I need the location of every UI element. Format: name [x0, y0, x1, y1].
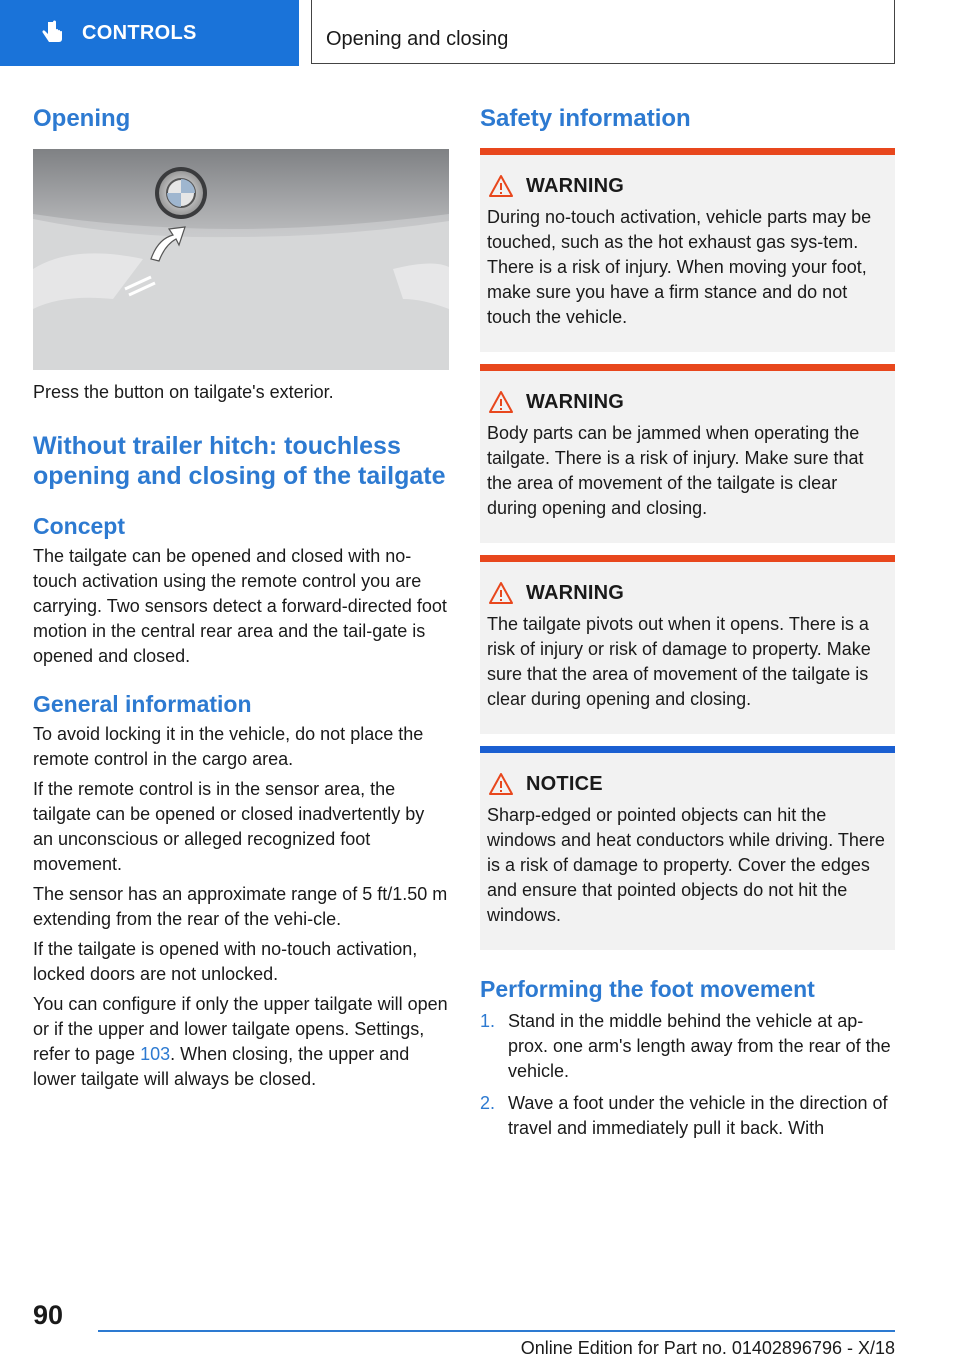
- warning-triangle-icon: [488, 174, 514, 198]
- warning-text: Body parts can be jammed when operating the tailgate. There is a risk of injury. Make sure that the area of movement of the tailgate is clear during opening and closing.: [487, 423, 864, 518]
- list-item: [480, 1091, 895, 1141]
- right-column: [480, 100, 895, 1141]
- list-number: 1.: [480, 1011, 496, 1031]
- warning-bar: [480, 364, 895, 371]
- warning-bar: [480, 555, 895, 562]
- warning-box: [480, 364, 895, 543]
- warning-header: [480, 387, 895, 417]
- notice-text: Sharp-edged or pointed objects can hit the windows and heat conductors while driving. There is a risk of damage to property. Cover the edges and ensure that pointed objects do not hit the windows.: [487, 805, 885, 925]
- warning-label: WARNING: [526, 390, 625, 413]
- safety-heading: Safety information: [480, 105, 691, 132]
- notice-box: [480, 746, 895, 950]
- warning-header: [480, 578, 895, 608]
- general-paragraph-4: If the tailgate is opened with no-touch activation, locked doors are not unlocked.: [33, 939, 418, 984]
- warning-triangle-icon: [488, 772, 514, 796]
- warning-bar: [480, 148, 895, 155]
- opening-heading: Opening: [33, 105, 131, 132]
- general-paragraph-5-end: . When closing, the upper and lower tailgate will always be closed.: [33, 1044, 410, 1089]
- warning-text: During no-touch activation, vehicle parts may be touched, such as the hot exhaust gas sys-tem. There is a risk of injury. When moving your foot, make sure you have a firm stance and do not touch the vehicle.: [487, 207, 872, 327]
- page-reference-link[interactable]: 103: [140, 1044, 171, 1064]
- chapter-title-box: [311, 0, 895, 64]
- concept-text: The tailgate can be opened and closed with no-touch activation using the remote control you are carrying. Two sensors detect a forward-directed foot motion in the central rear area and the tail-gate is opened and closed.: [33, 546, 447, 666]
- warning-text: The tailgate pivots out when it opens. There is a risk of injury or risk of damage to property. Make sure that the area of movement of the tailgate is clear during opening and closing.: [487, 614, 871, 709]
- foot-movement-heading: Performing the foot movement: [480, 976, 815, 1002]
- list-number: 2.: [480, 1093, 496, 1113]
- warning-triangle-icon: [488, 390, 514, 414]
- warning-label: WARNING: [526, 174, 625, 197]
- list-text: Wave a foot under the vehicle in the direction of travel and immediately pull it back. With: [508, 1093, 888, 1138]
- warning-box: [480, 148, 895, 352]
- notice-bar: [480, 746, 895, 753]
- warning-box: [480, 555, 895, 734]
- list-text: Stand in the middle behind the vehicle at ap-prox. one arm's length away from the rear of the vehicle.: [508, 1011, 891, 1081]
- left-column: [33, 100, 449, 1092]
- general-paragraph-5-start: You can configure if only the upper tailgate will open or if the upper and lower tailgate opens. Settings, refer to page: [33, 994, 448, 1064]
- section-tab[interactable]: [0, 0, 299, 66]
- section-label: CONTROLS: [82, 21, 197, 44]
- notice-label: NOTICE: [526, 772, 603, 795]
- general-paragraph-5: [33, 992, 449, 1092]
- warning-header: [480, 171, 895, 201]
- opening-caption: Press the button on tailgate's exterior.: [33, 382, 334, 402]
- general-paragraph-2: If the remote control is in the sensor area, the tailgate can be opened or closed inadvertently by an unconscious or alleged recognized foot movement.: [33, 779, 425, 874]
- tailgate-illustration-svg: [33, 149, 449, 370]
- notice-header: [480, 769, 895, 799]
- general-paragraph-3: The sensor has an approximate range of 5 ft/1.50 m extending from the rear of the vehi-cle.: [33, 884, 448, 929]
- general-heading: General information: [33, 691, 252, 717]
- page-number: 90: [33, 1300, 64, 1330]
- edition-text: Online Edition for Part no. 01402896796 - X/18: [520, 1338, 895, 1358]
- tailgate-button-illustration: [33, 149, 449, 370]
- chapter-title: Opening and closing: [326, 28, 509, 50]
- touchless-heading: Without trailer hitch: touchless opening and closing of the tailgate: [33, 432, 446, 490]
- general-paragraph-1: To avoid locking it in the vehicle, do not place the remote control in the cargo area.: [33, 724, 424, 769]
- list-item: [480, 1009, 895, 1084]
- footer-rule: [98, 1330, 895, 1332]
- warning-label: WARNING: [526, 581, 625, 604]
- hand-pointer-icon: [38, 19, 66, 47]
- concept-heading: Concept: [33, 513, 125, 539]
- warning-triangle-icon: [488, 581, 514, 605]
